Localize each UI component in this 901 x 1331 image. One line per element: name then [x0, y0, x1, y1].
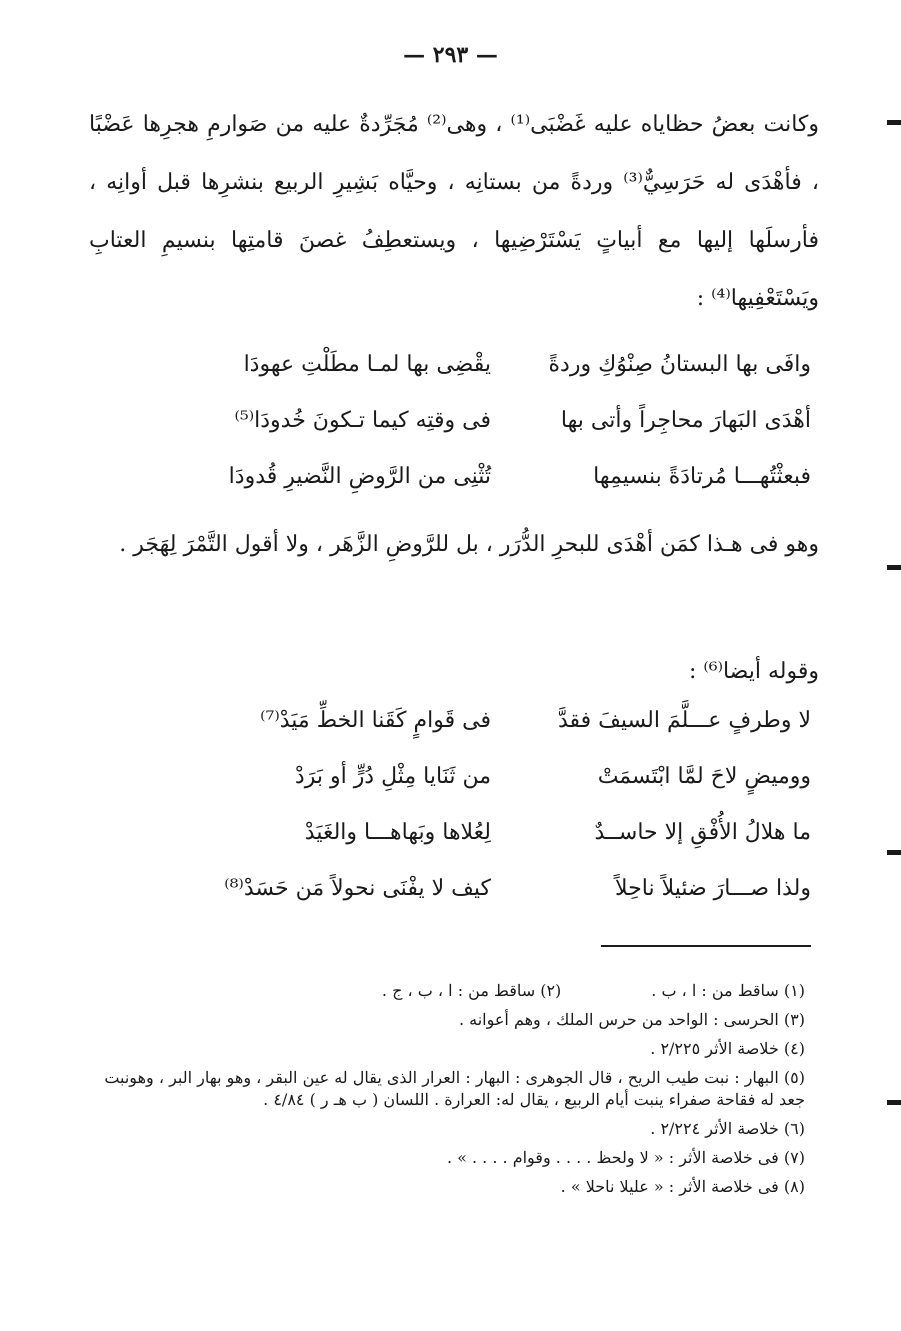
verse-first-hemistich: لا وطرفٍ عـــلَّمَ السيفَ فقدَّ [557, 707, 811, 733]
verse-line [191, 860, 811, 916]
verse-first-hemistich: أهْدَى البَهارَ محاجِراً وأتى بها [560, 407, 811, 433]
footnotes [80, 980, 805, 1205]
verse-second-hemistich: فى قَوامٍ كَقَنا الخطِّ مَيَدْ⁽⁷⁾ [260, 707, 491, 733]
verse-first-hemistich: فبعثْتُهـــا مُرتادَةً بنسيمِها [593, 463, 811, 489]
paragraph-text: وكانت بعضُ حظاياه عليه غَضْبَى⁽¹⁾ ، وهى⁽²⁾ مُجَرِّدةٌ عليه من صَوارمِ هجرِها عَضْبًا ، فأهْدَى له حَرَسِيٌّ⁽³⁾ وردةً من بستانِه ، وحيَّاه بَشِيرِ الربيع بنشرِها قبل أوانِه ، فأرسلَها إليها مع أبياتٍ يَسْتَرْضِيها ، ويستعطِفُ غصنَ قامتِها بنسيمِ العتابِ ويَسْتَعْفِيها⁽⁴⁾ : [89, 112, 819, 311]
footnote-7: (٧) فى خلاصة الأثر : « لا ولحظ . . . . وقوام . . . . » . [446, 1148, 805, 1167]
verse-line [191, 336, 811, 392]
footnote-row [80, 980, 805, 1002]
footnote-8: (٨) فى خلاصة الأثر : « عليلا ناحلا » . [560, 1177, 805, 1196]
verse-line [191, 748, 811, 804]
footnote-separator [601, 945, 811, 947]
verse-second-hemistich: تُثْنِى من الرَّوضِ النَّضيرِ قُدودَا [228, 463, 491, 489]
footnote-4: (٤) خلاصة الأثر ٢/٢٢٥ . [650, 1039, 805, 1058]
margin-mark [887, 120, 901, 125]
margin-mark [887, 850, 901, 855]
verse-second-hemistich: لِعُلاها وبَهاهـــا والغَيَدْ [304, 819, 491, 845]
verse-second-hemistich: فى وقتِه كيما تـكونَ خُدودَا⁽⁵⁾ [234, 407, 491, 433]
margin-mark [887, 1100, 901, 1105]
verse-second-hemistich: كيف لا يفْنَى نحولاً مَن حَسَدْ⁽⁸⁾ [224, 875, 491, 901]
paragraph-commentary [89, 516, 819, 574]
footnote-2: (٢) ساقط من : ا ، ب ، ج . [381, 981, 562, 1000]
verse-line [191, 448, 811, 504]
paragraph-intro [89, 96, 819, 328]
verse-line [191, 392, 811, 448]
verse-line [191, 692, 811, 748]
paragraph-text: وقوله أيضا⁽⁶⁾ : [688, 659, 819, 684]
verse-first-hemistich: ما هلالُ الأُفْقِ إلا حاســدٌ [594, 819, 811, 845]
verse-first-hemistich: ووميضٍ لاحَ لمَّا ابْتَسمَتْ [597, 763, 811, 789]
poem-roses [191, 336, 811, 504]
verse-first-hemistich: وافَى بها البستانُ صِنْوُكِ وردةً [548, 351, 811, 377]
verse-line [191, 804, 811, 860]
verse-second-hemistich: يقْضِى بها لمـا مطَلْتِ عهودَا [243, 351, 491, 377]
poem-glance [191, 692, 811, 916]
margin-mark [887, 565, 901, 570]
page-number: — ٢٩٣ — [403, 42, 498, 68]
footnote-5: (٥) البهار : نبت طيب الريح ، قال الجوهرى : البهار : العرار الذى يقال له عين البقر ، وهو بهار البر ، وهونبت جعد له فقاحة صفراء ينبت أيام الربيع ، يقال له: العرارة . اللسان ( ب هـ ر ) ٤/٨٤ . [104, 1068, 805, 1109]
footnote-3: (٣) الحرسى : الواحد من حرس الملك ، وهم أعوانه . [458, 1010, 805, 1029]
footnote-1: (١) ساقط من : ا ، ب . [651, 981, 805, 1000]
paragraph-text: وهو فى هـذا كمَن أهْدَى للبحرِ الدُّرَر ، بل للرَّوضِ الزَّهَر ، ولا أقول التَّمْرَ لِهَجَر . [119, 532, 819, 557]
verse-second-hemistich: من ثَنَايا مِثْلِ دُرٍّ أو بَرَدْ [294, 763, 491, 789]
verse-first-hemistich: ولذا صـــارَ ضئيلاً ناحِلاً [615, 875, 811, 901]
footnote-6: (٦) خلاصة الأثر ٢/٢٢٤ . [650, 1119, 805, 1138]
